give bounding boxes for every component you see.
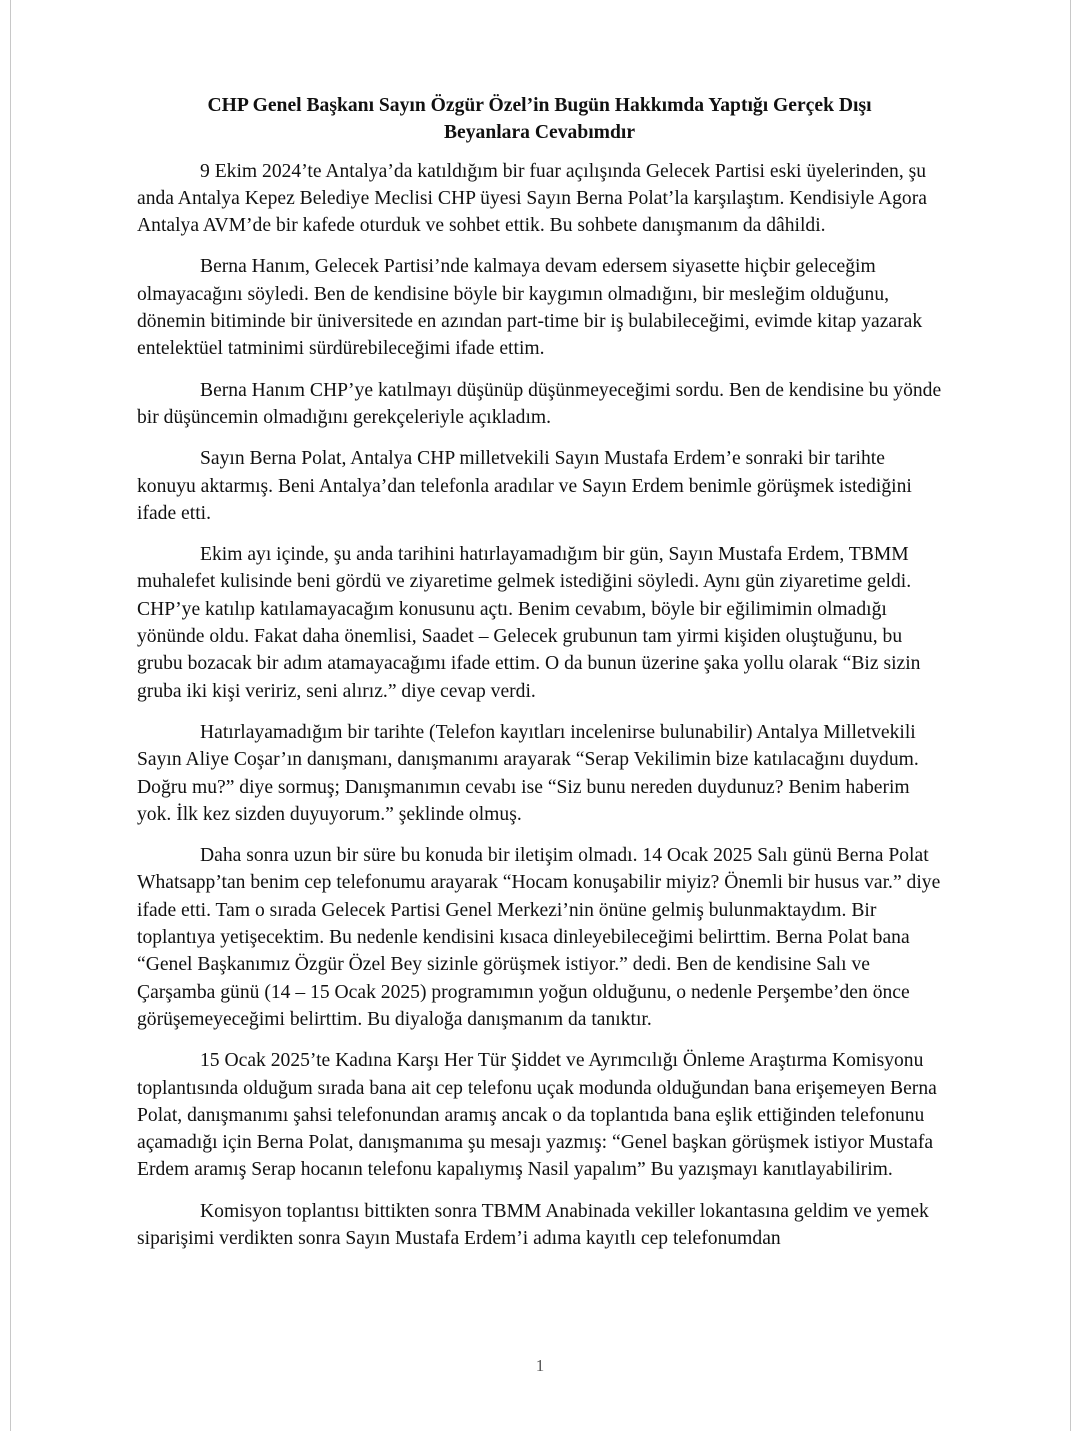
paragraph: 15 Ocak 2025’te Kadına Karşı Her Tür Şiddet ve Ayrımcılığı Önleme Araştırma Komisyonu toplantısında olduğum sırada bana ait cep telefonu uçak modunda olduğundan bana erişemeyen Berna Polat, danışmanımı şahsi telefonundan aramış ancak o da toplantıda bana eşlik ettiğinden telefonunu açamadığı için Berna Polat, danışmanıma şu mesajı yazmış: “Genel başkan görüşmek istiyor Mustafa Erdem aramış Serap hocanın telefonu kapalıymış Nasil yapalım” Bu yazışmayı kanıtlayabilirim. — [137, 1050, 937, 1181]
paragraph: Sayın Berna Polat, Antalya CHP milletvekili Sayın Mustafa Erdem’e sonraki bir tarihte konuyu aktarmış. Beni Antalya’dan telefonla aradılar ve Sayın Erdem benimle görüşmek istediğini ifade etti. — [137, 448, 912, 524]
paragraph: Daha sonra uzun bir süre bu konuda bir iletişim olmadı. 14 Ocak 2025 Salı günü Berna Polat Whatsapp’tan benim cep telefonumu arayarak “Hocam konuşabilir miyiz? Önemli bir husus var.” diye ifade etti. Tam o sırada Gelecek Partisi Genel Merkezi’nin önüne gelmiş bulunmaktaydım. Bir toplantıya yetişecektim. Bu nedenle kendisini kısaca dinleyebileceğimi belirttim. Berna Polat bana “Genel Başkanımız Özgür Özel Bey sizinle görüşmek istiyor.” dedi. Ben de kendisine Salı ve Çarşamba günü (14 – 15 Ocak 2025) programımın yoğun olduğunu, o nedenle Perşembe’den önce görüşemeyeceğimi belirttim. Bu diyaloğa danışmanım da tanıktır. — [137, 845, 941, 1030]
document-body — [137, 92, 942, 1266]
title-line-2: Beyanlara Cevabımdır — [443, 122, 636, 144]
paragraph: Ekim ayı içinde, şu anda tarihini hatırlayamadığım bir gün, Sayın Mustafa Erdem, TBMM muhalefet kulisinde beni gördü ve ziyaretime gelmek istediğini söyledi. Aynı gün ziyaretime geldi. CHP’ye katılıp katılamayacağım konusunu açtı. Benim cevabım, böyle bir eğilimimin olmadığı yönünde oldu. Fakat daha önemlisi, Saadet – Gelecek grubunun tam yirmi kişiden oluştuğunu, bu grubu bozacak bir adım atamayacağımı ifade ettim. O da bunun üzerine şaka yollu olarak “Biz sizin gruba iki kişi veririz, seni alırız.” diye cevap verdi. — [137, 544, 921, 702]
paragraph: Hatırlayamadığım bir tarihte (Telefon kayıtları incelenirse bulunabilir) Antalya Milletvekili Sayın Aliye Coşar’ın danışmanı, danışmanımı arayarak “Serap Vekilimin bize katılacağını duydum. Doğru mu?” diye sormuş; Danışmanımın cevabı ise “Siz bunu nereden duydunuz? Benim haberim yok. İlk kez sizden duyuyorum.” şeklinde olmuş. — [137, 721, 919, 825]
paragraph: 9 Ekim 2024’te Antalya’da katıldığım bir fuar açılışında Gelecek Partisi eski üyelerinden, şu anda Antalya Kepez Belediye Meclisi CHP üyesi Sayın Berna Polat’la karşılaştım. Kendisiyle Agora Antalya AVM’de bir kafede oturduk ve sohbet ettik. Bu sohbete danışmanım da dâhildi. — [137, 160, 927, 237]
paragraph: Berna Hanım CHP’ye katılmayı düşünüp düşünmeyeceğimi sordu. Ben de kendisine bu yönde bir düşüncemin olmadığını gerekçeleriyle açıkladım. — [137, 379, 942, 428]
title-line-1: CHP Genel Başkanı Sayın Özgür Özel’in Bugün Hakkımda Yaptığı Gerçek Dışı — [207, 95, 872, 116]
page-right-edge — [1070, 0, 1071, 1431]
page-number: 1 — [535, 1356, 545, 1375]
paragraph: Berna Hanım, Gelecek Partisi’nde kalmaya devam edersem siyasette hiçbir geleceğim olmayacağını söyledi. Ben de kendisine böyle bir kaygımın olmadığını, bir mesleğim olduğunu, dönemin bitiminde bir üniversitede en azından part-time bir iş bulabileceğimi, evimde kitap yazarak entelektüel tatminimi sürdürebileceğimi ifade ettim. — [137, 256, 923, 360]
page-left-edge — [10, 0, 11, 1431]
document-title — [137, 92, 942, 147]
paragraph: Komisyon toplantısı bittikten sonra TBMM Anabinada vekiller lokantasına geldim ve yemek siparişimi verdikten sonra Sayın Mustafa Erdem’i adıma kayıtlı cep telefonumdan — [137, 1200, 929, 1249]
